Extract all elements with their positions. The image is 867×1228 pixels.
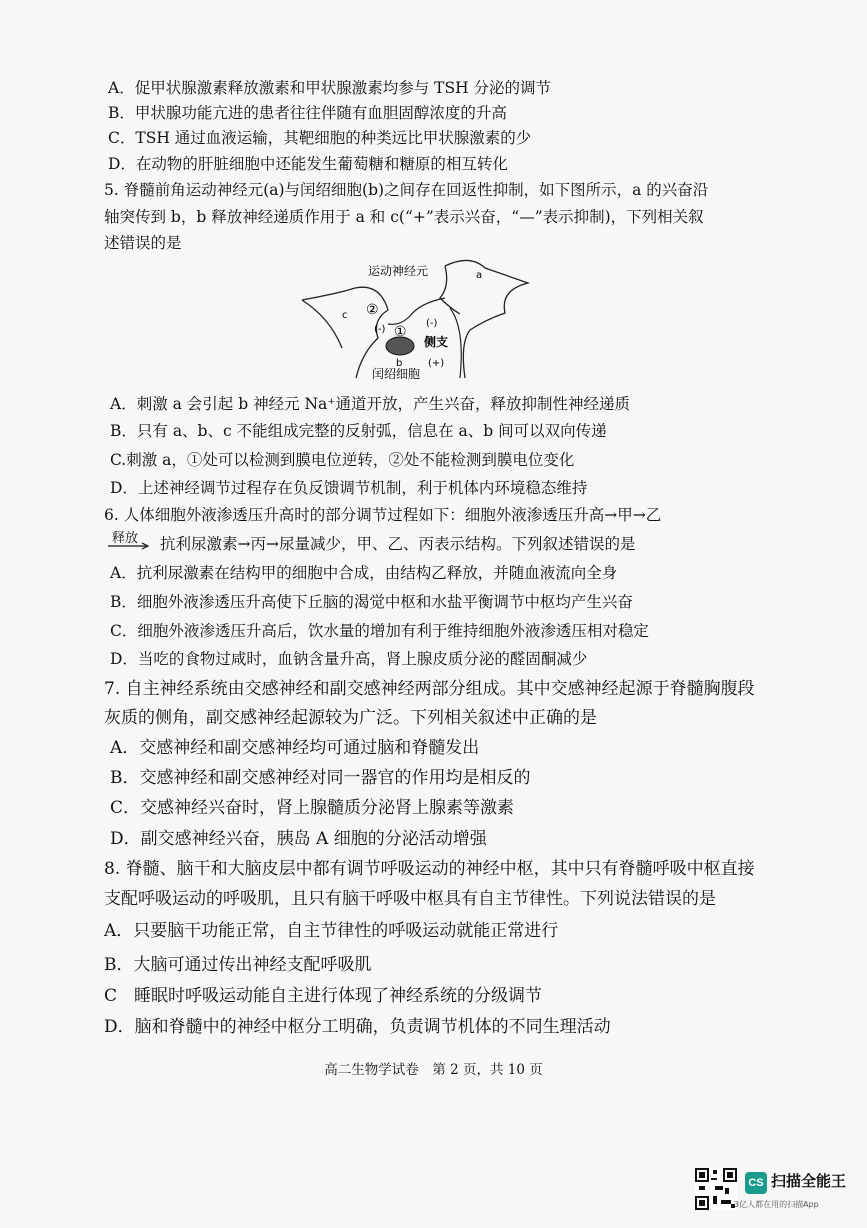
neuron-diagram — [300, 258, 530, 383]
q4-option-a: A．促甲状腺激素释放激素和甲状腺激素均参与 TSH 分泌的调节 — [108, 79, 552, 97]
marker-2: ② — [366, 302, 379, 318]
q8-option-d: D．脑和脊髓中的神经中枢分工明确，负责调节机体的不同生理活动 — [104, 1017, 611, 1037]
q6-option-d: D．当吃的食物过咸时，血钠含量升高，肾上腺皮质分泌的醛固酮减少 — [110, 650, 588, 668]
q5-stem-line2: 轴突传到 b，b 释放神经递质作用于 a 和 c(“+”表示兴奋，“—”表示抑制)，下列相关叙 — [104, 208, 704, 226]
q7-stem-line2: 灰质的侧角，副交感神经起源较为广泛。下列相关叙述中正确的是 — [104, 708, 597, 728]
q8-option-a: A．只要脑干功能正常，自主节律性的呼吸运动就能正常进行 — [104, 921, 559, 941]
minus-label-1: (-) — [374, 324, 386, 335]
q4-option-b: B．甲状腺功能亢进的患者往往伴随有血胆固醇浓度的升高 — [108, 104, 507, 122]
q5-option-a: A．刺激 a 会引起 b 神经元 Na⁺通道开放，产生兴奋，释放抑制性神经递质 — [110, 395, 630, 413]
scanner-app-name: 扫描全能王 — [771, 1172, 847, 1190]
renshaw-label: 闰绍细胞 — [372, 367, 421, 381]
q7-option-b: B．交感神经和副交感神经对同一器官的作用均是相反的 — [110, 768, 531, 788]
q6-option-b: B．细胞外液渗透压升高使下丘脑的渴觉中枢和水盐平衡调节中枢均产生兴奋 — [110, 593, 633, 611]
q7-option-a: A．交感神经和副交感神经均可通过脑和脊髓发出 — [110, 738, 480, 758]
q5-option-d: D．上述神经调节过程存在负反馈调节机制，利于机体内环境稳态维持 — [110, 479, 588, 497]
motor-neuron-label: 运动神经元 — [368, 264, 429, 278]
q7-stem-line1: 7. 自主神经系统由交感神经和副交感神经两部分组成。其中交感神经起源于脊髓胸腹段 — [104, 679, 755, 699]
q8-option-c: C 睡眠时呼吸运动能自主进行体现了神经系统的分级调节 — [104, 986, 543, 1006]
branch-label: 侧支 — [424, 335, 449, 349]
page-footer: 高二生物学试卷 第 2 页，共 10 页 — [324, 1062, 543, 1078]
cell-b-label: b — [396, 358, 403, 369]
q7-option-c: C．交感神经兴奋时，肾上腺髓质分泌肾上腺素等激素 — [110, 798, 515, 818]
q8-stem-line2: 支配呼吸运动的呼吸肌，且只有脑干呼吸中枢具有自主节律性。下列说法错误的是 — [104, 889, 716, 909]
q4-option-d: D．在动物的肝脏细胞中还能发生葡萄糖和糖原的相互转化 — [108, 155, 508, 173]
release-arrow-label: 释放 — [112, 531, 139, 546]
q5-option-b: B．只有 a、b、c 不能组成完整的反射弧，信息在 a、b 间可以双向传递 — [110, 422, 607, 440]
q7-option-d: D．副交感神经兴奋，胰岛 A 细胞的分泌活动增强 — [110, 829, 487, 849]
marker-1: ① — [394, 324, 407, 340]
q6-stem-line1: 6. 人体细胞外液渗透压升高时的部分调节过程如下：细胞外液渗透压升高→甲→乙 — [104, 506, 662, 524]
cell-a-label: a — [476, 270, 483, 281]
cell-c-label: c — [342, 310, 348, 321]
q8-option-b: B．大脑可通过传出神经支配呼吸肌 — [104, 955, 372, 975]
release-arrow — [106, 542, 152, 550]
q6-option-a: A．抗利尿激素在结构甲的细胞中合成，由结构乙释放，并随血液流向全身 — [110, 564, 618, 582]
q6-option-c: C．细胞外液渗透压升高后，饮水量的增加有利于维持细胞外液渗透压相对稳定 — [110, 622, 649, 640]
scanner-app-tagline: 3亿人都在用的扫描App — [734, 1200, 819, 1209]
q5-stem-line3: 述错误的是 — [104, 234, 182, 252]
camscanner-logo-icon: CS — [745, 1172, 767, 1194]
q8-stem-line1: 8. 脊髓、脑干和大脑皮层中都有调节呼吸运动的神经中枢，其中只有脊髓呼吸中枢直接 — [104, 859, 755, 879]
q6-stem-line2: 抗利尿激素→丙→尿量减少，甲、乙、丙表示结构。下列叙述错误的是 — [160, 535, 636, 553]
minus-label-2: (-) — [426, 318, 438, 329]
q5-stem-line1: 5. 脊髓前角运动神经元(a)与闰绍细胞(b)之间存在回返性抑制，如下图所示，a 的兴奋沿 — [104, 181, 709, 199]
qr-code-icon — [695, 1168, 737, 1210]
cell-a-body — [440, 260, 528, 378]
plus-label: (+) — [428, 358, 445, 369]
q5-option-c: C.刺激 a，①处可以检测到膜电位逆转，②处不能检测到膜电位变化 — [110, 451, 575, 469]
q4-option-c: C．TSH 通过血液运输，其靶细胞的种类远比甲状腺激素的少 — [108, 129, 532, 147]
